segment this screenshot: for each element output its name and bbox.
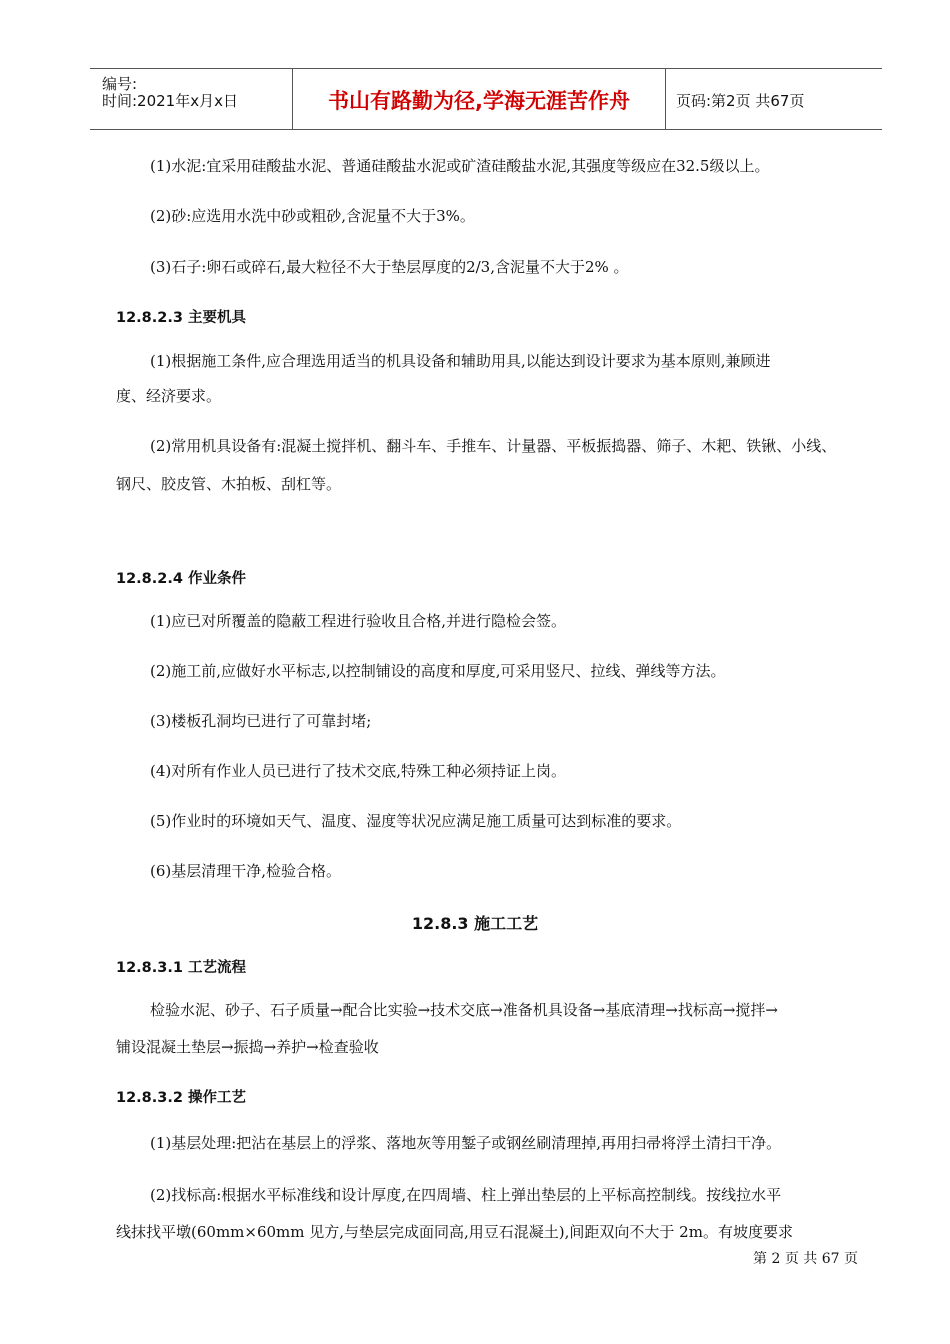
header-left-cell bbox=[90, 69, 293, 129]
process-flow-b: 铺设混凝土垫层→振捣→养护→检查验收 bbox=[116, 1038, 379, 1056]
code-label: 编号: bbox=[102, 75, 138, 93]
heading-12824: 12.8.2.4 作业条件 bbox=[116, 571, 247, 587]
operation-2a: (2)找标高:根据水平标准线和设计厚度,在四周墙、柱上弹出垫层的上平标高控制线。按线拉水平 bbox=[150, 1186, 782, 1204]
heading-12831: 12.8.3.1 工艺流程 bbox=[116, 960, 247, 976]
condition-1: (1)应已对所覆盖的隐蔽工程进行验收且合格,并进行隐检会签。 bbox=[150, 612, 567, 630]
paragraph-equipment-1a: (1)根据施工条件,应合理选用适当的机具设备和辅助用具,以能达到设计要求为基本原则,兼顾进 bbox=[150, 352, 771, 370]
condition-3: (3)楼板孔洞均已进行了可靠封堵; bbox=[150, 712, 372, 730]
operation-1: (1)基层处理:把沾在基层上的浮浆、落地灰等用錾子或钢丝刷清理掉,再用扫帚将浮土清扫干净。 bbox=[150, 1134, 782, 1152]
section-title-1283: 12.8.3 施工工艺 bbox=[411, 914, 539, 933]
condition-2: (2)施工前,应做好水平标志,以控制铺设的高度和厚度,可采用竖尺、拉线、弹线等方法。 bbox=[150, 662, 726, 680]
header-table bbox=[90, 68, 882, 130]
process-flow-a: 检验水泥、砂子、石子质量→配合比实验→技术交底→准备机具设备→基底清理→找标高→搅拌→ bbox=[150, 1001, 778, 1019]
condition-6: (6)基层清理干净,检验合格。 bbox=[150, 862, 342, 880]
motto: 书山有路勤为径,学海无涯苦作舟 bbox=[328, 89, 630, 113]
operation-2b: 线抹找平墩(60mm×60mm 见方,与垫层完成面同高,用豆石混凝土),间距双向不大于 2m。有坡度要求 bbox=[116, 1223, 793, 1241]
heading-12823: 12.8.2.3 主要机具 bbox=[116, 310, 247, 326]
heading-12832: 12.8.3.2 操作工艺 bbox=[116, 1090, 247, 1106]
header-center-cell bbox=[293, 69, 666, 129]
header-right-cell bbox=[666, 69, 882, 129]
footer-page-number: 第 2 页 共 67 页 bbox=[753, 1251, 858, 1267]
paragraph-sand: (2)砂:应选用水洗中砂或粗砂,含泥量不大于3%。 bbox=[150, 207, 475, 225]
paragraph-equipment-2b: 钢尺、胶皮管、木拍板、刮杠等。 bbox=[116, 475, 342, 493]
condition-5: (5)作业时的环境如天气、温度、湿度等状况应满足施工质量可达到标准的要求。 bbox=[150, 812, 682, 830]
time-label: 时间:2021年x月x日 bbox=[102, 92, 238, 110]
paragraph-equipment-1b: 度、经济要求。 bbox=[116, 387, 222, 405]
paragraph-cement: (1)水泥:宜采用硅酸盐水泥、普通硅酸盐水泥或矿渣硅酸盐水泥,其强度等级应在32.5级以上。 bbox=[150, 157, 770, 175]
paragraph-equipment-2a: (2)常用机具设备有:混凝土搅拌机、翻斗车、手推车、计量器、平板振捣器、筛子、木耙、铁锹、小线、 bbox=[150, 437, 837, 455]
paragraph-stone: (3)石子:卵石或碎石,最大粒径不大于垫层厚度的2/3,含泥量不大于2% 。 bbox=[150, 258, 629, 276]
condition-4: (4)对所有作业人员已进行了技术交底,特殊工种必须持证上岗。 bbox=[150, 762, 567, 780]
page-label: 页码:第2页 共67页 bbox=[676, 92, 805, 110]
